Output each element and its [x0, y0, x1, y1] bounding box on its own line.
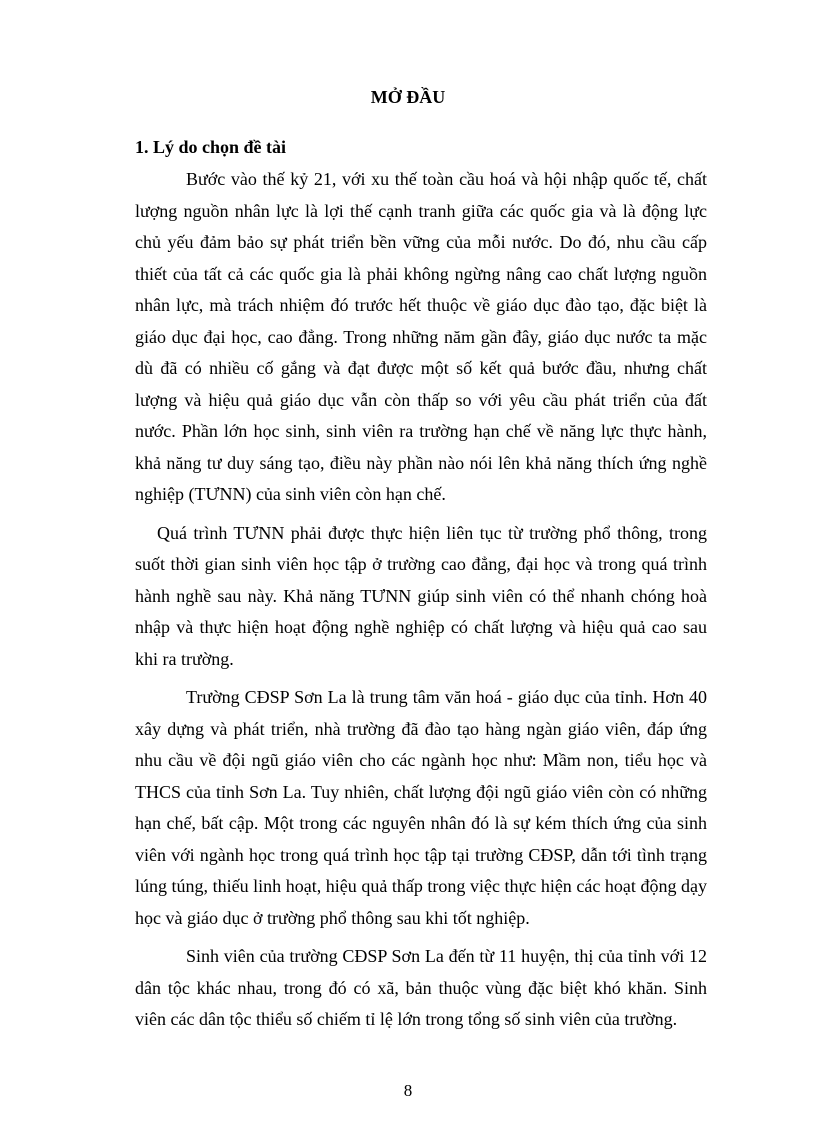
- section-heading: 1. Lý do chọn đề tài: [135, 137, 287, 157]
- document-title: MỞ ĐẦU: [370, 87, 446, 107]
- body-text: [135, 164, 707, 1036]
- page-number: 8: [403, 1081, 413, 1100]
- paragraph-2: Quá trình TƯNN phải được thực hiện liên tục từ trường phổ thông, trong suốt thời gian sinh viên học tập ở trường cao đẳng, đại học và trong quá trình hành nghề sau này. Khả năng TƯNN giúp sinh viên có thể nhanh chóng hoà nhập và thực hiện hoạt động nghề nghiệp có chất lượng và hiệu quả cao sau khi ra trường.: [135, 522, 707, 669]
- paragraph-3: Trường CĐSP Sơn La là trung tâm văn hoá - giáo dục của tỉnh. Hơn 40 xây dựng và phát triển, nhà trường đã đào tạo hàng ngàn giáo viên, đáp ứng nhu cầu về đội ngũ giáo viên cho các ngành học như: Mầm non, tiểu học và THCS của tỉnh Sơn La. Tuy nhiên, chất lượng đội ngũ giáo viên còn có những hạn chế, bất cập. Một trong các nguyên nhân đó là sự kém thích ứng của sinh viên với ngành học trong quá trình học tập tại trường CĐSP, dẫn tới tình trạng lúng túng, thiếu linh hoạt, hiệu quả thấp trong việc thực hiện các hoạt động dạy học và giáo dục ở trường phổ thông sau khi tốt nghiệp.: [135, 687, 707, 928]
- paragraph-4: Sinh viên của trường CĐSP Sơn La đến từ 11 huyện, thị của tỉnh với 12 dân tộc khác nhau, trong đó có xã, bản thuộc vùng đặc biệt khó khăn. Sinh viên các dân tộc thiểu số chiếm tỉ lệ lớn trong tổng số sinh viên của trường.: [135, 946, 707, 1029]
- paragraph-1: Bước vào thế kỷ 21, với xu thế toàn cầu hoá và hội nhập quốc tế, chất lượng nguồn nhân lực là lợi thế cạnh tranh giữa các quốc gia và là động lực chủ yếu đảm bảo sự phát triển bền vững của mỗi nước. Do đó, nhu cầu cấp thiết của tất cả các quốc gia là phải không ngừng nâng cao chất lượng nguồn nhân lực, mà trách nhiệm đó trước hết thuộc về giáo dục đào tạo, đặc biệt là giáo dục đại học, cao đẳng. Trong những năm gần đây, giáo dục nước ta mặc dù đã có nhiều cố gắng và đạt được một số kết quả bước đầu, nhưng chất lượng và hiệu quả giáo dục vẫn còn thấp so với yêu cầu phát triển của đất nước. Phần lớn học sinh, sinh viên ra trường hạn chế về năng lực thực hành, khả năng tư duy sáng tạo, điều này phần nào nói lên khả năng thích ứng nghề nghiệp (TƯNN) của sinh viên còn hạn chế.: [135, 169, 707, 504]
